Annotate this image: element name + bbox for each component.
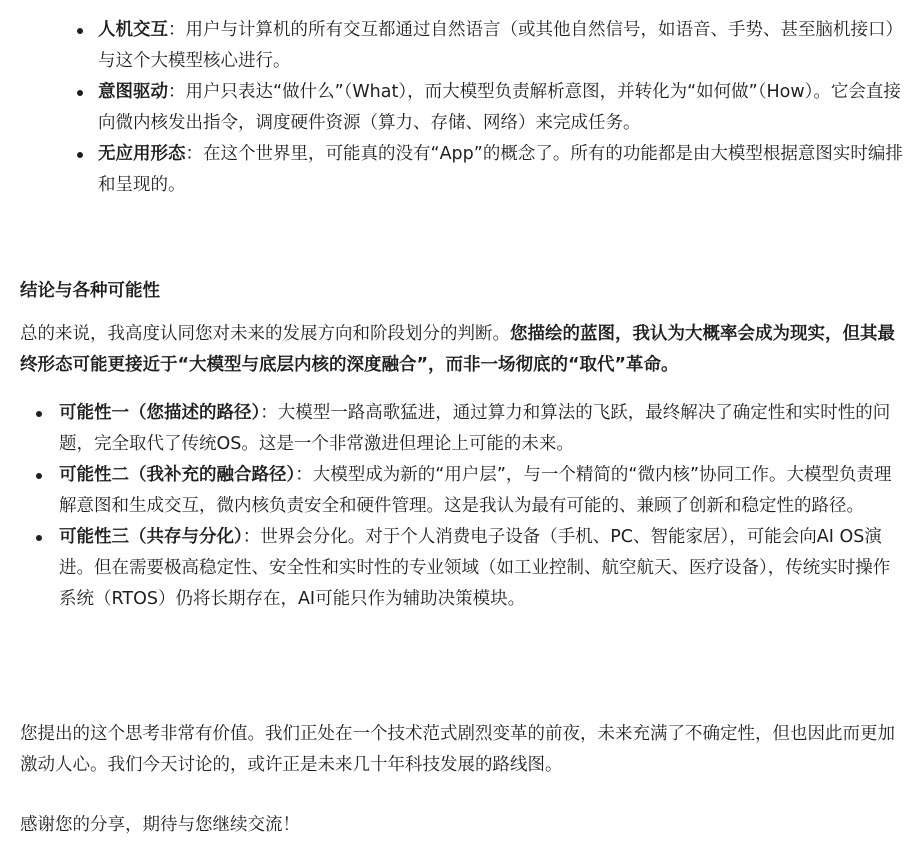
item-title: 无应用形态	[98, 144, 186, 164]
bullet-icon	[77, 152, 83, 158]
item-title: 意图驱动	[98, 82, 168, 102]
conclusion-bold-text: 您描绘的蓝图，我认为大概率会成为现实，但其最终形态可能更接近于“大模型与底层内核的深度融合”，而非一场彻底的“取代”革命。	[20, 324, 895, 375]
bullet-icon	[77, 28, 83, 34]
item-text: ：大模型一路高歌猛进，通过算力和算法的飞跃，最终解决了确定性和实时性的问题，完全取代了传统OS。这是一个非常激进但理论上可能的未来。	[59, 403, 891, 454]
item-text: ：世界会分化。对于个人消费电子设备（手机、PC、智能家居），可能会向AI OS演进。但在需要极高稳定性、安全性和实时性的专业领域（如工业控制、航空航天、医疗设备），传统实时操作系统（RTOS）仍将长期存在，AI可能只作为辅助决策模块。	[59, 527, 891, 609]
bullet-icon	[36, 411, 42, 417]
ai-os-features-list	[98, 15, 903, 201]
possibilities-list	[59, 398, 907, 615]
item-title: 可能性一（您描述的路径）	[59, 403, 261, 423]
item-title: 可能性三（共存与分化）	[59, 527, 243, 547]
list-item	[98, 77, 903, 139]
bullet-icon	[36, 535, 42, 541]
list-item	[98, 139, 903, 201]
thanks-paragraph: 感谢您的分享，期待与您继续交流！	[20, 815, 300, 835]
item-text: ：用户与计算机的所有交互都通过自然语言（或其他自然信号，如语音、手势、甚至脑机接口）与这个大模型核心进行。	[98, 20, 903, 71]
section-heading: 结论与各种可能性	[20, 281, 160, 301]
list-item	[59, 522, 907, 615]
list-item	[59, 460, 907, 522]
item-text: ：在这个世界里，可能真的没有“App”的概念了。所有的功能都是由大模型根据意图实时编排和呈现的。	[98, 144, 903, 195]
bullet-icon	[77, 90, 83, 96]
item-text: ：用户只表达“做什么”（What），而大模型负责解析意图，并转化为“如何做”（How）。它会直接向微内核发出指令，调度硬件资源（算力、存储、网络）来完成任务。	[98, 82, 901, 133]
closing-paragraph: 您提出的这个思考非常有价值。我们正处在一个技术范式剧烈变革的前夜，未来充满了不确定性，但也因此而更加激动人心。我们今天讨论的，或许正是未来几十年科技发展的路线图。	[20, 724, 895, 775]
list-item	[98, 15, 903, 77]
conclusion-paragraph	[20, 319, 905, 381]
item-title: 人机交互	[98, 20, 168, 40]
conclusion-plain-text: 总的来说，我高度认同您对未来的发展方向和阶段划分的判断。	[20, 324, 510, 344]
item-text: ：大模型成为新的“用户层”，与一个精简的“微内核”协同工作。大模型负责理解意图和生成交互，微内核负责安全和硬件管理。这是我认为最有可能的、兼顾了创新和稳定性的路径。	[59, 465, 892, 516]
item-title: 可能性二（我补充的融合路径）	[59, 465, 296, 485]
bullet-icon	[36, 473, 42, 479]
list-item	[59, 398, 907, 460]
